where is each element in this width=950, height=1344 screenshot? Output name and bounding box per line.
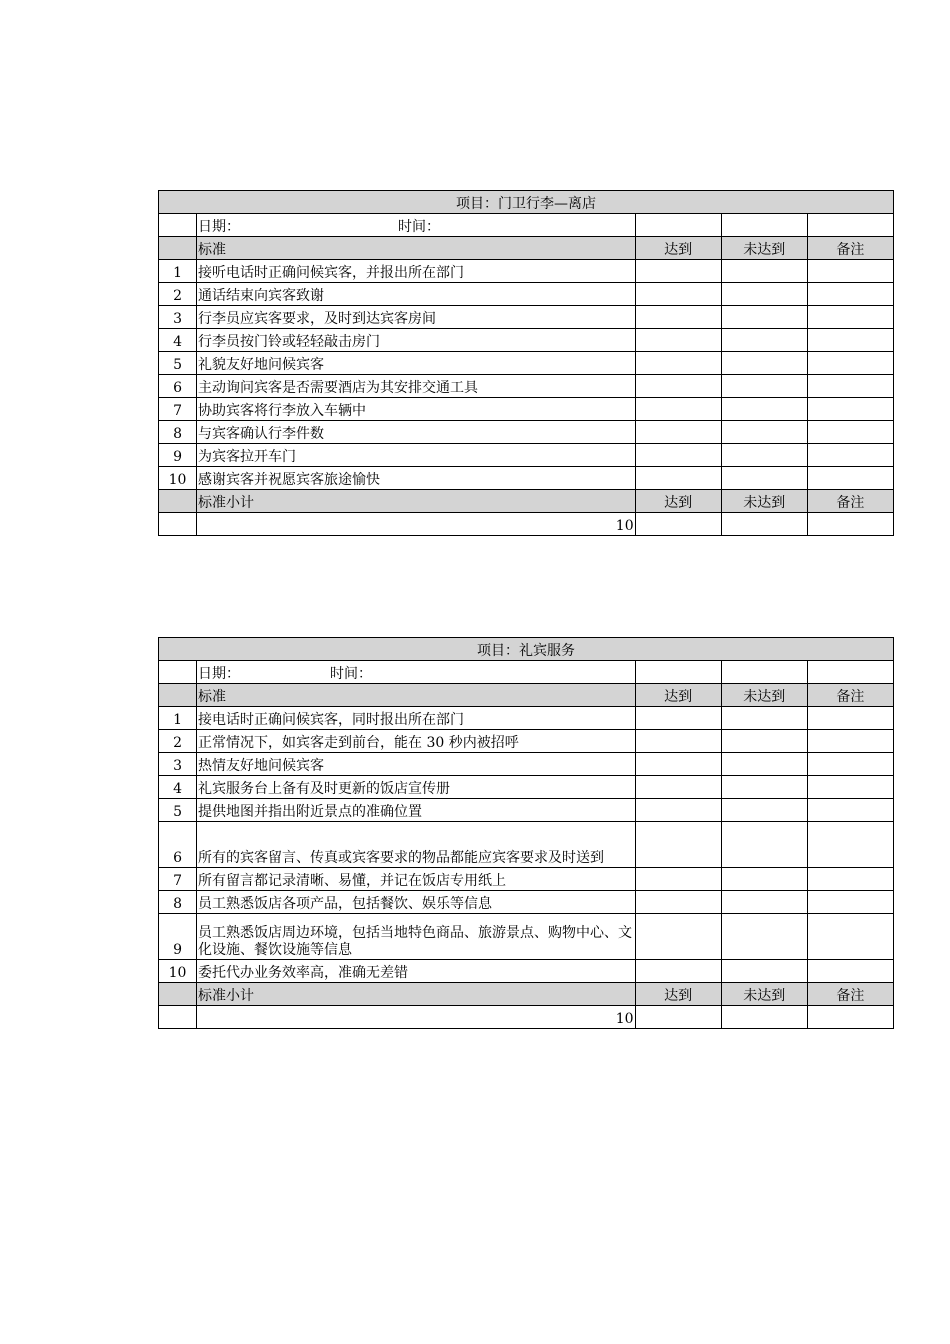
row-number: 2 (159, 283, 197, 306)
achieved-cell[interactable] (635, 467, 721, 490)
header-not-achieved: 未达到 (721, 684, 807, 707)
achieved-cell[interactable] (635, 1006, 721, 1029)
subtotal-label: 标准小计 (197, 490, 636, 513)
not-achieved-cell[interactable] (721, 421, 807, 444)
remarks-cell[interactable] (807, 730, 893, 753)
row-number: 5 (159, 352, 197, 375)
subtotal-total: 10 (197, 513, 636, 536)
row-standard: 接听电话时正确问候宾客，并报出所在部门 (197, 260, 636, 283)
subtotal-label: 标准小计 (197, 983, 636, 1006)
remarks-cell[interactable] (807, 707, 893, 730)
row-standard: 协助宾客将行李放入车辆中 (197, 398, 636, 421)
table-row (159, 306, 894, 329)
row-number: 1 (159, 707, 197, 730)
not-achieved-cell[interactable] (721, 799, 807, 822)
date-time-row (159, 214, 894, 237)
row-standard: 礼貌友好地问候宾客 (197, 352, 636, 375)
row-standard: 热情友好地问候宾客 (197, 753, 636, 776)
table-row (159, 891, 894, 914)
row-standard: 主动询问宾客是否需要酒店为其安排交通工具 (197, 375, 636, 398)
row-standard: 接电话时正确问候宾客，同时报出所在部门 (197, 707, 636, 730)
not-achieved-cell[interactable] (721, 513, 807, 536)
achieved-cell[interactable] (635, 398, 721, 421)
achieved-cell[interactable] (635, 776, 721, 799)
remarks-cell[interactable] (807, 822, 893, 868)
remarks-cell[interactable] (807, 398, 893, 421)
header-standard: 标准 (197, 684, 636, 707)
subtotal-not-achieved: 未达到 (721, 983, 807, 1006)
remarks-cell[interactable] (807, 753, 893, 776)
row-standard: 正常情况下，如宾客走到前台，能在 30 秒内被招呼 (197, 730, 636, 753)
achieved-cell[interactable] (635, 513, 721, 536)
remarks-cell[interactable] (807, 868, 893, 891)
header-remarks: 备注 (807, 684, 893, 707)
subtotal-row (159, 1006, 894, 1029)
row-number: 10 (159, 960, 197, 983)
date-time-cell[interactable] (197, 214, 636, 237)
achieved-cell[interactable] (635, 352, 721, 375)
remarks-cell[interactable] (807, 960, 893, 983)
date-label: 日期： (198, 666, 241, 682)
not-achieved-cell[interactable] (721, 914, 807, 960)
table-row (159, 260, 894, 283)
row-standard: 通话结束向宾客致谢 (197, 283, 636, 306)
subtotal-remarks: 备注 (807, 983, 893, 1006)
row-number: 7 (159, 398, 197, 421)
row-standard: 行李员按门铃或轻轻敲击房门 (197, 329, 636, 352)
header-achieved: 达到 (635, 684, 721, 707)
achieved-cell[interactable] (635, 421, 721, 444)
table-row (159, 375, 894, 398)
subtotal-achieved: 达到 (635, 983, 721, 1006)
remarks-cell[interactable] (807, 352, 893, 375)
table-title: 项目：礼宾服务 (159, 638, 894, 661)
row-standard: 为宾客拉开车门 (197, 444, 636, 467)
table-row (159, 352, 894, 375)
row-number: 1 (159, 260, 197, 283)
not-achieved-cell[interactable] (721, 444, 807, 467)
subtotal-row (159, 513, 894, 536)
achieved-cell[interactable] (635, 375, 721, 398)
header-remarks: 备注 (807, 237, 893, 260)
table-row (159, 822, 894, 868)
remarks-cell[interactable] (807, 776, 893, 799)
row-number: 4 (159, 329, 197, 352)
table-title: 项目：门卫行李—离店 (159, 191, 894, 214)
row-number: 3 (159, 306, 197, 329)
row-standard: 所有的宾客留言、传真或宾客要求的物品都能应宾客要求及时送到 (197, 822, 636, 868)
row-standard: 提供地图并指出附近景点的准确位置 (197, 799, 636, 822)
remarks-cell[interactable] (807, 1006, 893, 1029)
row-number: 4 (159, 776, 197, 799)
remarks-cell[interactable] (807, 260, 893, 283)
subtotal-not-achieved: 未达到 (721, 490, 807, 513)
table-row (159, 421, 894, 444)
remarks-cell[interactable] (807, 467, 893, 490)
subtotal-header-row (159, 490, 894, 513)
row-number: 5 (159, 799, 197, 822)
checklist-table-departure-luggage (158, 190, 894, 536)
time-label: 时间： (330, 666, 373, 682)
row-number: 6 (159, 822, 197, 868)
row-standard: 感谢宾客并祝愿宾客旅途愉快 (197, 467, 636, 490)
date-time-cell[interactable] (197, 661, 636, 684)
achieved-cell[interactable] (635, 260, 721, 283)
subtotal-header-row (159, 983, 894, 1006)
table-row (159, 467, 894, 490)
not-achieved-cell[interactable] (721, 822, 807, 868)
achieved-cell[interactable] (635, 306, 721, 329)
checklist-table-concierge (158, 637, 894, 1029)
remarks-cell[interactable] (807, 891, 893, 914)
not-achieved-cell[interactable] (721, 283, 807, 306)
remarks-cell[interactable] (807, 421, 893, 444)
subtotal-remarks: 备注 (807, 490, 893, 513)
row-number: 6 (159, 375, 197, 398)
date-time-row (159, 661, 894, 684)
row-number: 2 (159, 730, 197, 753)
remarks-cell[interactable] (807, 444, 893, 467)
header-standard: 标准 (197, 237, 636, 260)
row-standard: 行李员应宾客要求，及时到达宾客房间 (197, 306, 636, 329)
achieved-cell[interactable] (635, 753, 721, 776)
row-number: 8 (159, 891, 197, 914)
not-achieved-cell[interactable] (721, 398, 807, 421)
table-row (159, 753, 894, 776)
not-achieved-cell[interactable] (721, 776, 807, 799)
header-not-achieved: 未达到 (721, 237, 807, 260)
subtotal-achieved: 达到 (635, 490, 721, 513)
table-row (159, 730, 894, 753)
remarks-cell[interactable] (807, 283, 893, 306)
table-row (159, 283, 894, 306)
achieved-cell[interactable] (635, 283, 721, 306)
remarks-cell[interactable] (807, 329, 893, 352)
not-achieved-cell[interactable] (721, 868, 807, 891)
row-standard: 礼宾服务台上备有及时更新的饭店宣传册 (197, 776, 636, 799)
table-row (159, 914, 894, 960)
achieved-cell[interactable] (635, 329, 721, 352)
not-achieved-cell[interactable] (721, 260, 807, 283)
not-achieved-cell[interactable] (721, 467, 807, 490)
achieved-cell[interactable] (635, 799, 721, 822)
row-number: 9 (159, 444, 197, 467)
row-number: 9 (159, 914, 197, 960)
table-row (159, 799, 894, 822)
achieved-cell[interactable] (635, 730, 721, 753)
remarks-cell[interactable] (807, 914, 893, 960)
achieved-cell[interactable] (635, 960, 721, 983)
row-number: 10 (159, 467, 197, 490)
date-label: 日期： (198, 219, 241, 235)
remarks-cell[interactable] (807, 513, 893, 536)
achieved-cell[interactable] (635, 444, 721, 467)
table-row (159, 868, 894, 891)
header-row (159, 684, 894, 707)
not-achieved-cell[interactable] (721, 707, 807, 730)
table-row (159, 398, 894, 421)
table-title-row (159, 638, 894, 661)
row-standard: 员工熟悉饭店周边环境，包括当地特色商品、旅游景点、购物中心、文化设施、餐饮设施等信息 (197, 914, 636, 960)
achieved-cell[interactable] (635, 868, 721, 891)
not-achieved-cell[interactable] (721, 375, 807, 398)
table-row (159, 444, 894, 467)
not-achieved-cell[interactable] (721, 1006, 807, 1029)
remarks-cell[interactable] (807, 799, 893, 822)
header-row (159, 237, 894, 260)
table-row (159, 960, 894, 983)
achieved-cell[interactable] (635, 891, 721, 914)
achieved-cell[interactable] (635, 707, 721, 730)
not-achieved-cell[interactable] (721, 352, 807, 375)
subtotal-total: 10 (197, 1006, 636, 1029)
not-achieved-cell[interactable] (721, 891, 807, 914)
not-achieved-cell[interactable] (721, 306, 807, 329)
time-label: 时间： (398, 219, 441, 235)
row-standard: 委托代办业务效率高，准确无差错 (197, 960, 636, 983)
table-row (159, 707, 894, 730)
remarks-cell[interactable] (807, 306, 893, 329)
not-achieved-cell[interactable] (721, 730, 807, 753)
row-number: 3 (159, 753, 197, 776)
row-standard: 与宾客确认行李件数 (197, 421, 636, 444)
not-achieved-cell[interactable] (721, 960, 807, 983)
row-standard: 员工熟悉饭店各项产品，包括餐饮、娱乐等信息 (197, 891, 636, 914)
not-achieved-cell[interactable] (721, 753, 807, 776)
not-achieved-cell[interactable] (721, 329, 807, 352)
achieved-cell[interactable] (635, 914, 721, 960)
row-number: 8 (159, 421, 197, 444)
achieved-cell[interactable] (635, 822, 721, 868)
row-standard: 所有留言都记录清晰、易懂，并记在饭店专用纸上 (197, 868, 636, 891)
header-achieved: 达到 (635, 237, 721, 260)
row-number: 7 (159, 868, 197, 891)
table-title-row (159, 191, 894, 214)
remarks-cell[interactable] (807, 375, 893, 398)
table-row (159, 776, 894, 799)
table-row (159, 329, 894, 352)
